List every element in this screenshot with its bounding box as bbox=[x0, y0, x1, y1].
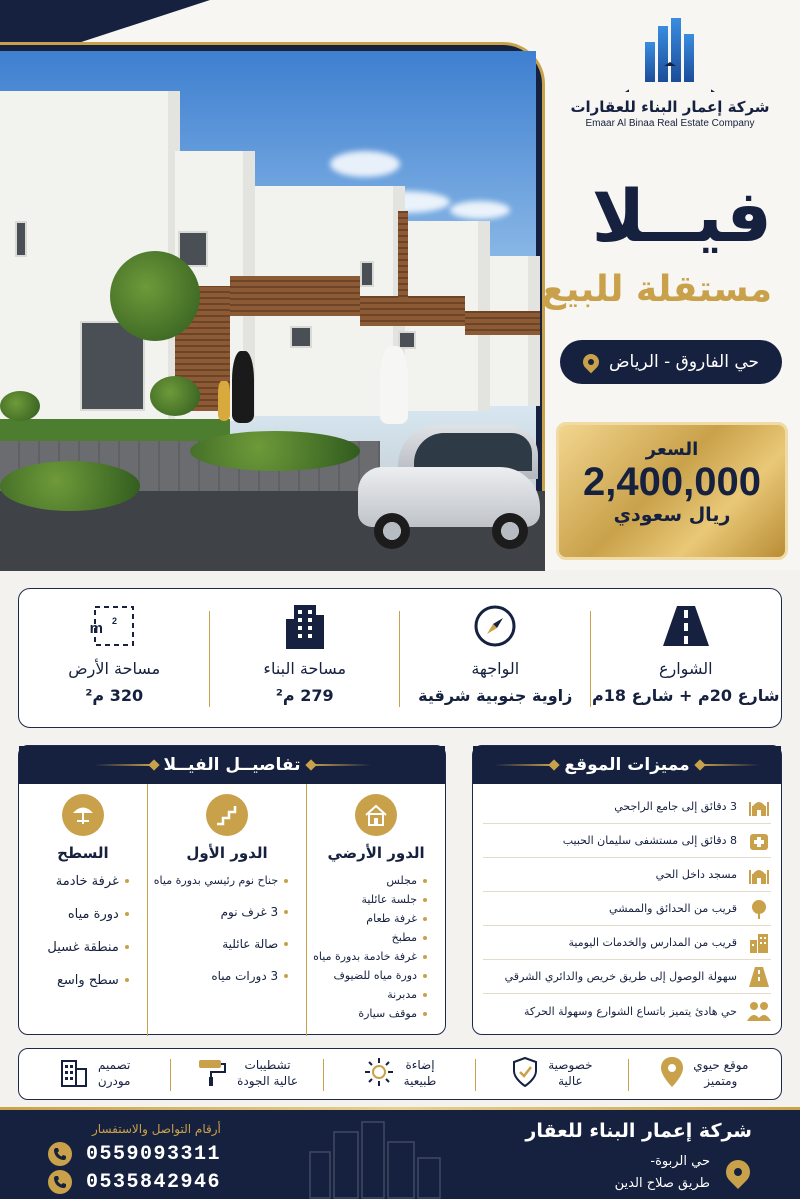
listing-title: فيــلا bbox=[591, 174, 772, 258]
list-item: غرفة خادمة بدورة مياه bbox=[313, 950, 427, 963]
modern-building-icon bbox=[60, 1057, 88, 1091]
list-item: موقف سيارة bbox=[313, 1007, 427, 1020]
feature-text: 8 دقائق إلى مستشفى سليمان الحبيب bbox=[562, 834, 737, 847]
hero-section bbox=[0, 0, 800, 570]
spec-land-area bbox=[19, 589, 210, 727]
highlights-strip bbox=[18, 1048, 782, 1100]
phone-row[interactable] bbox=[48, 1142, 221, 1166]
location-text: حي الفاروق - الرياض bbox=[608, 352, 760, 372]
highlight-line: إضاءة bbox=[405, 1058, 435, 1073]
highlight-line: طبيعية bbox=[403, 1074, 437, 1088]
first-floor-list bbox=[154, 874, 300, 983]
location-features-header bbox=[473, 746, 781, 784]
price-card bbox=[556, 422, 788, 560]
panel-title: مميزات الموقع bbox=[564, 755, 690, 775]
footer bbox=[0, 1110, 800, 1199]
list-item: مجلس bbox=[313, 874, 427, 887]
price-currency: ريال سعودي bbox=[613, 504, 731, 526]
location-pin-icon bbox=[721, 1155, 755, 1189]
highlight-line: عالية الجودة bbox=[237, 1074, 299, 1088]
feature-row bbox=[483, 960, 771, 994]
spec-title: مساحة البناء bbox=[263, 659, 347, 678]
feature-text: 3 دقائق إلى جامع الراجحي bbox=[614, 800, 737, 813]
list-item: صالة عائلية bbox=[154, 937, 288, 951]
rooftop-umbrella-icon bbox=[62, 794, 104, 836]
phone-row[interactable] bbox=[48, 1170, 221, 1194]
villa-details-panel bbox=[18, 745, 446, 1035]
location-features-panel bbox=[472, 745, 782, 1035]
hospital-icon bbox=[747, 829, 771, 853]
stairs-icon bbox=[206, 794, 248, 836]
feature-row bbox=[483, 790, 771, 824]
company-name-ar: شركة إعمار البناء للعقارات bbox=[570, 98, 770, 116]
svg-text:2: 2 bbox=[112, 616, 118, 626]
spec-building-area bbox=[210, 589, 401, 727]
list-item: مدبرنة bbox=[313, 988, 427, 1001]
highlight-item bbox=[19, 1049, 171, 1099]
phone-icon bbox=[48, 1170, 72, 1194]
spec-title: مساحة الأرض bbox=[68, 659, 161, 678]
list-item: 3 غرف نوم bbox=[154, 905, 288, 919]
location-badge bbox=[560, 340, 782, 384]
highlight-line: تشطيبات bbox=[244, 1058, 291, 1073]
feature-row bbox=[483, 926, 771, 960]
road-icon bbox=[747, 965, 771, 989]
company-name-en: Emaar Al Binaa Real Estate Company bbox=[585, 118, 755, 129]
panel-title: تفاصيــل الفيــلا bbox=[163, 755, 301, 775]
shield-icon bbox=[512, 1057, 538, 1091]
feature-text: حي هادئ يتميز باتساع الشوارع وسهولة الحركة bbox=[523, 1004, 737, 1018]
highlight-line: موقع حيوي bbox=[693, 1058, 749, 1073]
mosque-icon bbox=[747, 795, 771, 819]
logo-mark-icon bbox=[625, 20, 715, 92]
feature-row bbox=[483, 858, 771, 892]
feature-row bbox=[483, 892, 771, 926]
phone-icon bbox=[48, 1142, 72, 1166]
villa-photo-frame bbox=[0, 42, 545, 562]
spec-streets bbox=[591, 589, 782, 727]
contact-label: أرقام التواصل والاستفسار bbox=[92, 1122, 221, 1136]
floor-title: الدور الأول bbox=[186, 844, 268, 862]
spec-facade bbox=[400, 589, 591, 727]
ground-floor-column bbox=[307, 784, 445, 1036]
feature-text: مسجد داخل الحي bbox=[655, 868, 737, 881]
floor-title: السطح bbox=[57, 844, 109, 862]
highlight-line: تصميم bbox=[98, 1058, 131, 1073]
highlight-line: خصوصية bbox=[548, 1058, 593, 1073]
highlight-line: عالية bbox=[558, 1074, 583, 1088]
decorative-corner bbox=[0, 0, 210, 48]
listing-subtitle: مستقلة للبيع bbox=[541, 269, 772, 310]
highlight-item bbox=[171, 1049, 323, 1099]
feature-row bbox=[483, 994, 771, 1028]
building-icon bbox=[210, 603, 401, 649]
list-item: غرفة خادمة bbox=[25, 874, 129, 889]
list-item: جلسة عائلية bbox=[313, 893, 427, 906]
ground-floor-list bbox=[313, 874, 439, 1020]
paint-roller-icon bbox=[197, 1057, 227, 1091]
sun-icon bbox=[364, 1057, 394, 1091]
list-item: 3 دورات مياه bbox=[154, 969, 288, 983]
spec-value: 320 م² bbox=[85, 686, 144, 705]
highlight-line: مودرن bbox=[97, 1074, 131, 1088]
list-item: منطقة غسيل bbox=[25, 940, 129, 955]
highlight-line: ومتميز bbox=[704, 1074, 738, 1088]
highlight-item bbox=[476, 1049, 628, 1099]
first-floor-column bbox=[148, 784, 307, 1036]
roof-list bbox=[25, 874, 141, 988]
road-icon bbox=[591, 603, 782, 649]
svg-text:m: m bbox=[89, 620, 104, 637]
list-item: جناح نوم رئيسي بدورة مياه bbox=[154, 874, 288, 887]
price-value: 2,400,000 bbox=[583, 460, 761, 504]
highlight-item bbox=[629, 1049, 781, 1099]
price-label: السعر bbox=[645, 439, 699, 460]
company-logo bbox=[570, 20, 770, 129]
spec-value: زاوية جنوبية شرقية bbox=[418, 686, 573, 705]
feature-row bbox=[483, 824, 771, 858]
spec-title: الواجهة bbox=[471, 659, 520, 678]
list-item: غرفة طعام bbox=[313, 912, 427, 925]
spec-value: 279 م² bbox=[275, 686, 334, 705]
villa-photo bbox=[0, 51, 536, 553]
feature-text: سهولة الوصول إلى طريق خريص والدائري الشرقي bbox=[504, 970, 737, 983]
specs-bar bbox=[18, 588, 782, 728]
list-item: دورة مياه bbox=[25, 907, 129, 922]
phone-number[interactable]: 0535842946 bbox=[86, 1170, 222, 1194]
location-pin-icon bbox=[580, 351, 603, 374]
buildings-icon bbox=[747, 931, 771, 955]
location-pin-icon bbox=[661, 1057, 683, 1091]
skyline-watermark bbox=[300, 1122, 460, 1198]
highlight-item bbox=[324, 1049, 476, 1099]
footer-address-line1: حي الربوة- bbox=[650, 1154, 710, 1169]
car-illustration bbox=[358, 421, 540, 549]
floor-title: الدور الأرضي bbox=[327, 844, 425, 862]
phone-number[interactable]: 0559093311 bbox=[86, 1142, 222, 1166]
spec-value: شارع 20م + شارع 18م bbox=[592, 686, 780, 705]
footer-company-name: شركة إعمار البناء للعقار bbox=[525, 1120, 752, 1142]
mosque-icon bbox=[747, 863, 771, 887]
list-item: مطبخ bbox=[313, 931, 427, 944]
tree-icon bbox=[747, 897, 771, 921]
area-m2-icon bbox=[19, 603, 210, 649]
house-icon bbox=[355, 794, 397, 836]
feature-text: قريب من الحدائق والممشي bbox=[609, 902, 737, 915]
list-item: سطح واسع bbox=[25, 973, 129, 988]
spec-title: الشوارع bbox=[658, 659, 713, 678]
footer-address-line2: طريق صلاح الدين bbox=[614, 1176, 710, 1191]
compass-icon bbox=[400, 603, 591, 649]
list-item: دورة مياه للضيوف bbox=[313, 969, 427, 982]
roof-column bbox=[19, 784, 148, 1036]
people-icon bbox=[747, 999, 771, 1023]
villa-details-header bbox=[19, 746, 445, 784]
feature-text: قريب من المدارس والخدمات اليومية bbox=[568, 936, 737, 949]
